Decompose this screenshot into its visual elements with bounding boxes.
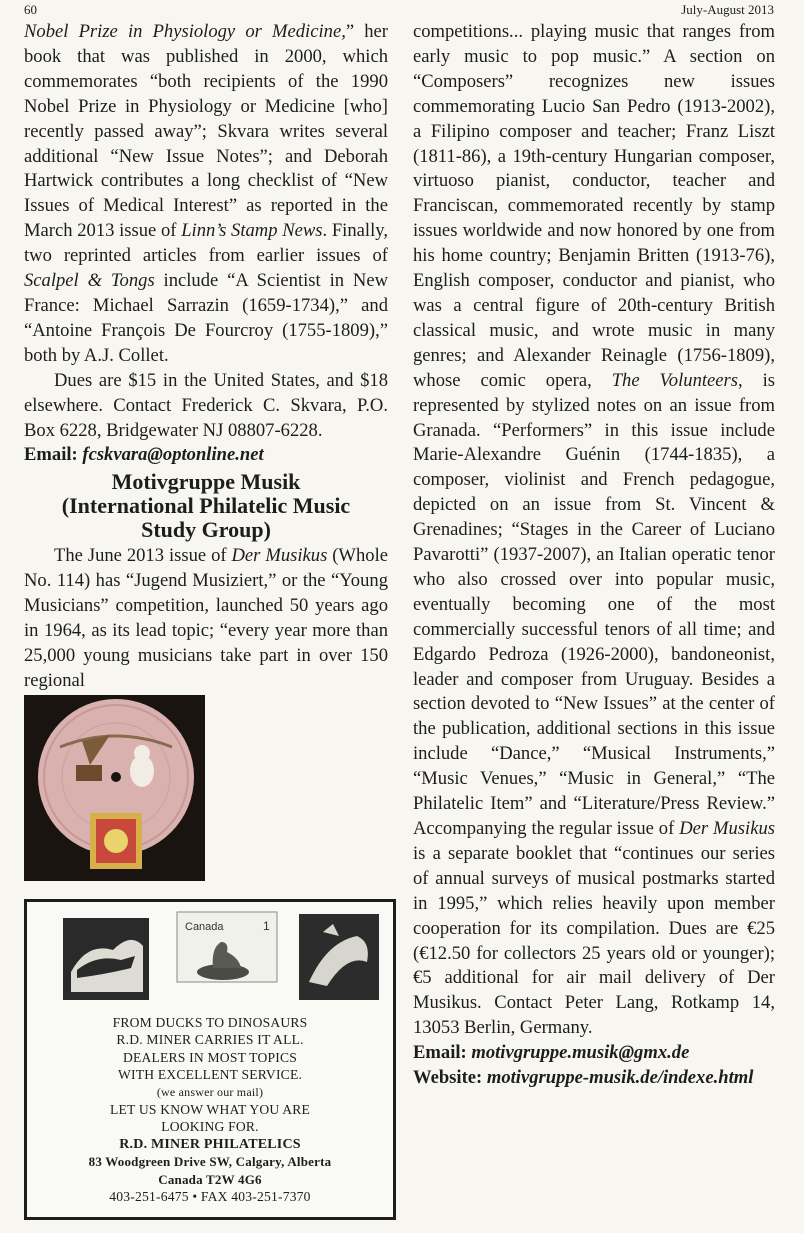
record-photo [24,695,205,881]
ad-stamp-illustrations [27,902,393,1012]
intro-paragraph: Nobel Prize in Physiology or Medicine,” her book that was published in 2000, which commemorates “both recipients of the 1990 Nobel Prize in Physiology or Medicine [who] recently passed away”; Skvara writes several additional “New Issue Notes”; and Deborah Hartwick contributes a long checklist of “New Issues of Medical Interest” as reported in the March 2013 issue of Linn’s Stamp News. Finally, two reprinted articles from earlier issues of Scalpel & Tongs include “A Scientist in New France: Michael Sarrazin (1659-1734),” and “Antoine François De Fourcroy (1755-1809),” both by A.J. Collet. [24,21,388,366]
dues-paragraph: Dues are $15 in the United States, and $18 elsewhere. Contact Frederick C. Skvara, P.O. Box 6228, Bridgewater NJ 08807-6228. [24,369,388,441]
gramophone-record-image [24,695,205,881]
stamp-country-label: Canada [185,921,224,933]
musik-email-link[interactable]: motivgruppe.musik@gmx.de [471,1042,690,1064]
stamp-value-label: 1 [263,919,270,933]
musikus-paragraph-start: The June 2013 issue of Der Musikus (Whole No. 114) has “Jugend Musiziert,” or the “Young Musicians” competition, launched 50 years ago in 1964, as its lead topic; “every year more than 25,000 young musicians take part in over 150 regional [24,544,388,693]
issue-date: July-August 2013 [681,2,774,17]
right-column-text: competitions... playing music that ranges from early music to pop music.” A section on “Composers” recognizes new issues commemorating Lucio San Pedro (1913-2002), a Filipino composer and teacher; Franz Liszt (1811-86), a 19th-century Hungarian composer, virtuoso pianist, conductor, teacher and Franciscan, commemorated recently by stamp issues worldwide and now honored by one from his home country; Benjamin Britten (1913-76), English composer, conductor and pianist, who was a central figure of 20th-century British classical music, and wrote music in many genres; and Alexander Reinagle (1756-1809), whose comic opera, The Volunteers, is represented by stylized notes on an issue from Granada. “Performers” in this issue include Marie-Alexandre Guénin (1744-1835), a composer, violinist and French pedagogue, depicted on an issue from St. Vincent & Grenadines; “Stages in the Career of Luciano Pavarotti” (1937-2007), an Italian operatic tenor who also crossed over into popular music, eventually becoming one of the most commercially successful tenors of all time; and Edgardo Pedroza (1926-2000), bandoneonist, leader and composer from Uruguay. Besides a section devoted to “New Issues” at the center of the publication, additional sections in this issue include “Dance,” “Musical Instruments,” “Music Venues,” “Music in General,” “The Philatelic Item” and “Literature/Press Review.” Accompanying the regular issue of Der Musikus is a separate booklet that “continues our series of annual surveys of musical postmarks started in 1995,” which relies heavily upon member cooperation for its compilation. Dues are €25 (€12.50 for collectors 25 years old or younger); €5 additional for air mail delivery of Der Musikus. Contact Peter Lang, Rotkamp 14, 13053 Berlin, Germany. [413,21,775,1039]
page-header [0,2,804,20]
section-title: Motivgruppe Musik (International Philatelic Music Study Group) [61,469,351,543]
ad-phone: 403-251-6475 • FAX 403-251-7370 [109,1189,311,1205]
ad-address-line-1: 83 Woodgreen Drive SW, Calgary, Alberta [88,1154,332,1170]
ad-copy: FROM DUCKS TO DINOSAURS R.D. MINER CARRIES IT ALL. DEALERS IN MOST TOPICS WITH EXCELLENT SERVICE. (we answer our mail) LET US KNOW WHAT YOU ARE LOOKING FOR. R.D. MINER PHILATELICS 83 Woodgreen Drive SW, Calgary, Alberta Canada T2W 4G6 403-251-6475 • FAX 403-251-7370 [27,1014,393,1205]
ad-address-line-2: Canada T2W 4G6 [158,1171,262,1187]
right-column [413,20,775,1091]
miner-philatelics-ad [24,899,396,1220]
contact-email-link[interactable]: fcskvara@optonline.net [82,444,264,466]
musik-email-line: Email: motivgruppe.musik@gmx.de [413,1042,690,1064]
contact-email-line: Email: fcskvara@optonline.net [24,444,264,466]
musik-website-line: Website: motivgruppe-musik.de/indexe.html [413,1067,754,1089]
musik-website-link[interactable]: motivgruppe-musik.de/indexe.html [486,1067,754,1089]
ad-firm-name: R.D. MINER PHILATELICS [119,1136,301,1152]
page-number: 60 [24,2,37,17]
